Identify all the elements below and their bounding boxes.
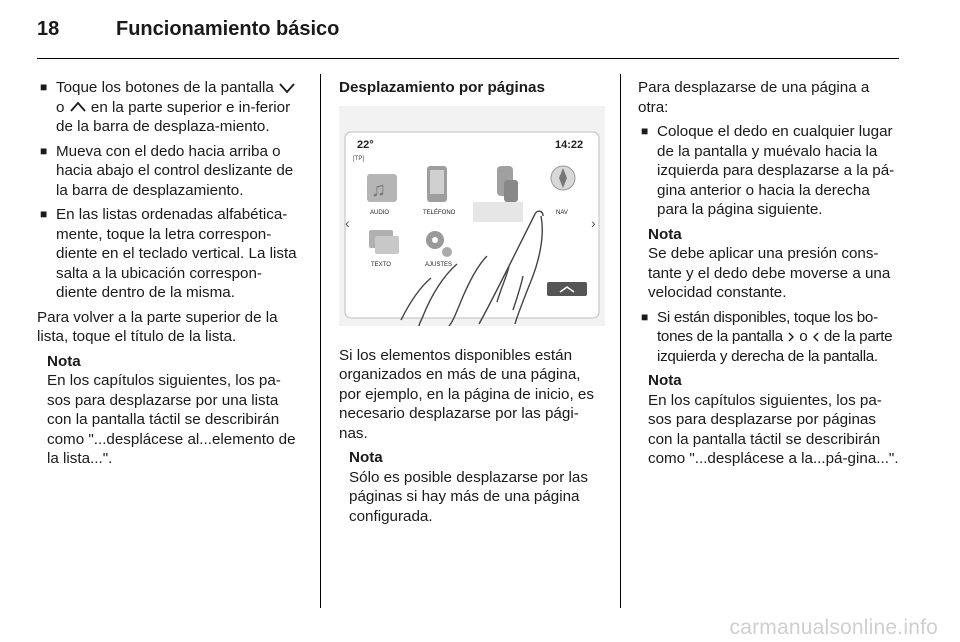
bullet-item: ■ Si están disponibles, toque los bo-tones de la pantalla o de la parte izquierda y derecha de la pantalla.: [641, 308, 893, 365]
screen-time: 14:22: [555, 138, 584, 151]
app-label: TEXTO: [371, 261, 391, 268]
audio-app-icon: [367, 174, 397, 202]
bullet-square-icon: ■: [40, 207, 48, 221]
phone-app-icon: [427, 166, 447, 202]
bullet-item: ■ En las listas ordenadas alfabética-mente, toque la letra correspon-diente en el teclado vertical. La lista salta a la ubicación correspon-diente dentro de la misma.: [40, 206, 297, 301]
chevron-down-icon: [278, 82, 296, 94]
note-text: Sólo es posible desplazarse por las páginas si hay más de una página configurada.: [349, 468, 588, 525]
note-text: En los capítulos siguientes, los pa-sos para desplazarse por una lista con la pantalla táctil se describirán como "...desplácese al...elemento de la lista...".: [47, 372, 296, 467]
note-heading: Nota: [648, 372, 682, 389]
chevron-right-icon: [787, 331, 795, 343]
page-right-chevron-icon: ›: [591, 214, 596, 231]
app-label: TELÉFONO: [423, 209, 456, 216]
paragraph: Si los elementos disponibles están organizados en más de una página, por ejemplo, en la página de inicio, es necesario desplazarse por las pági-nas.: [339, 346, 594, 442]
chevron-up-icon: [69, 101, 87, 113]
touchscreen-illustration: [339, 106, 605, 326]
note-text: Se debe aplicar una presión cons-tante y el dedo debe moverse a una velocidad constante.: [648, 245, 891, 301]
paragraph: Para volver a la parte superior de la lista, toque el título de la lista.: [37, 308, 278, 345]
app-label: AJUSTES: [425, 261, 453, 268]
watermark: carmanualsonline.info: [729, 616, 938, 639]
nav-app-icon: [551, 166, 575, 190]
screen-station: [TP]: [353, 155, 365, 162]
column-divider-1: [320, 74, 321, 608]
section-heading: Desplazamiento por páginas: [339, 79, 545, 96]
bullet-square-icon: ■: [641, 124, 649, 138]
bullet-item: ■ Toque los botones de la pantalla o en la parte superior e in-ferior de la barra de desplaza-miento.: [37, 78, 303, 137]
column-2: [339, 78, 605, 531]
app-label: NAV: [556, 209, 568, 216]
note-block: [349, 448, 605, 526]
bullet-square-icon: ■: [40, 80, 48, 94]
note-text: En los capítulos siguientes, los pa-sos para desplazarse por páginas con la pantalla táctil se describirán como "...desplácese a la...pá-gina...".: [648, 391, 899, 467]
chevron-left-icon: [812, 331, 820, 343]
note-heading: Nota: [648, 225, 682, 243]
column-divider-2: [620, 74, 621, 608]
bullet-square-icon: ■: [641, 309, 649, 324]
page-left-chevron-icon: ‹: [345, 214, 350, 231]
bullet-item: ■ Mueva con el dedo hacia arriba o hacia abajo el control deslizante de la barra de desplazamiento.: [40, 142, 294, 199]
screen-temperature: 22°: [357, 138, 374, 151]
note-block: [648, 371, 902, 469]
page-title: Funcionamiento básico: [116, 18, 340, 40]
note-block: [648, 225, 902, 303]
note-block: [47, 352, 303, 469]
paragraph: Para desplazarse de una página a otra:: [638, 79, 870, 116]
bullet-square-icon: ■: [40, 143, 48, 158]
svg-text:♫: ♫: [371, 178, 386, 201]
header-rule: [37, 58, 899, 59]
bullet-item: ■ Coloque el dedo en cualquier lugar de la pantalla y muévalo hacia la izquierda para desplazarse a la pá-gina anterior o hacia la derecha para la página siguiente.: [641, 123, 895, 218]
app-label: AUDIO: [370, 209, 390, 216]
column-1: [37, 78, 303, 474]
page-number: 18: [37, 18, 60, 40]
note-heading: Nota: [47, 352, 81, 370]
column-3: [638, 78, 902, 474]
note-heading: Nota: [349, 449, 383, 466]
